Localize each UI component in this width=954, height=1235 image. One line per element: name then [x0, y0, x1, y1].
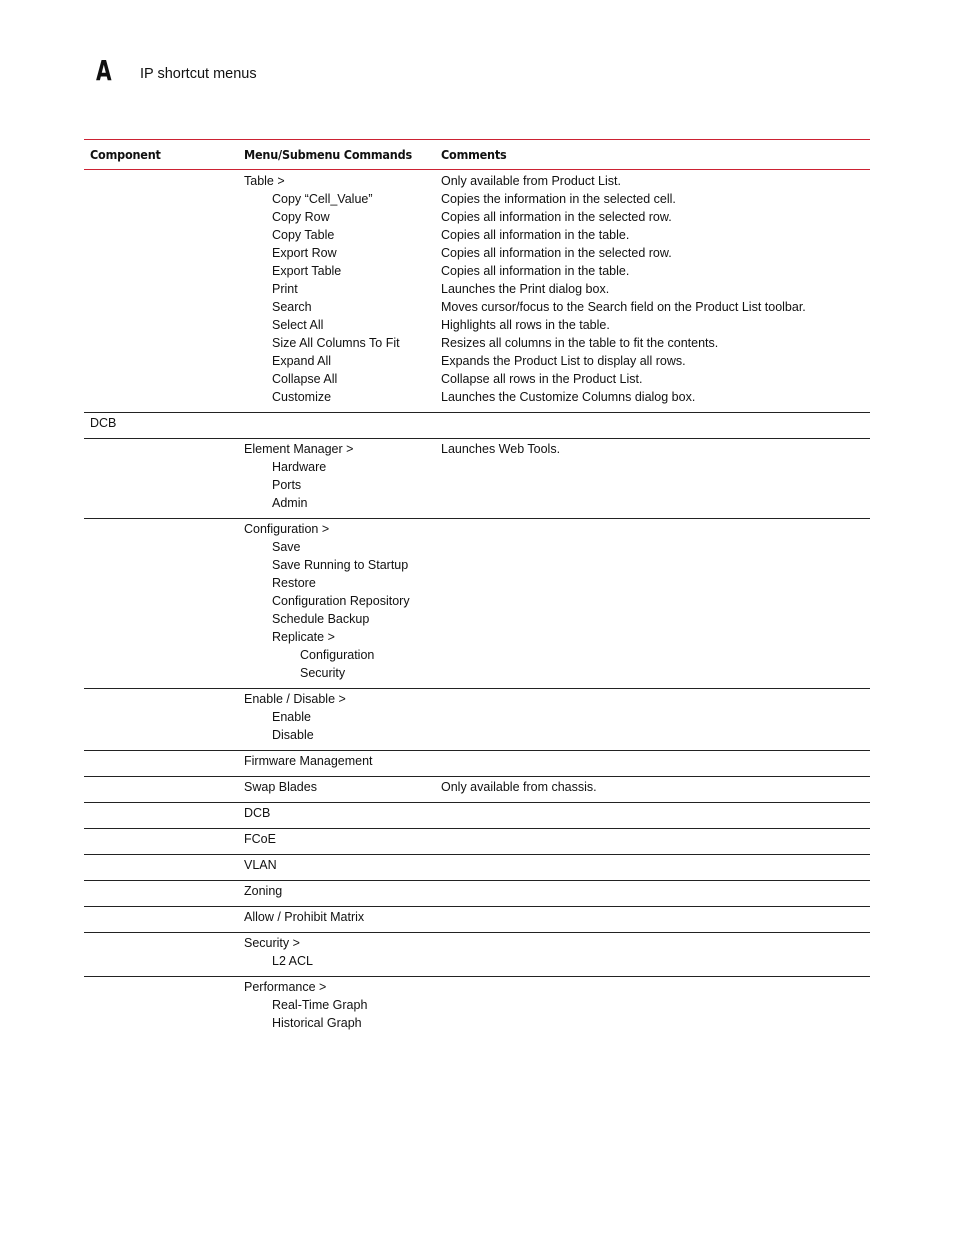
component-label [90, 520, 232, 538]
table-row [84, 803, 870, 829]
component-cell [84, 933, 238, 977]
commands-cell [238, 855, 435, 881]
comment-text: Only available from Product List. [441, 174, 621, 188]
table-row [84, 413, 870, 439]
comment-text: Copies all information in the selected row. [441, 246, 672, 260]
comment-text: Collapse all rows in the Product List. [441, 372, 643, 386]
submenu-command: Real-Time Graph [272, 998, 368, 1012]
column-header-commands: Menu/Submenu Commands [244, 146, 412, 162]
submenu-command: Restore [272, 576, 316, 590]
menu-command: DCB [244, 806, 271, 820]
comments-cell [435, 777, 870, 803]
submenu-command: Enable [272, 710, 311, 724]
component-label [90, 934, 232, 952]
comment-text: Launches Web Tools. [441, 442, 561, 456]
menu-command: Enable / Disable > [244, 692, 346, 706]
submenu-command: Print [272, 282, 298, 296]
comment-text: Copies the information in the selected cell. [441, 192, 676, 206]
commands-cell [238, 413, 435, 439]
component-label [90, 978, 232, 996]
component-cell [84, 977, 238, 1039]
comments-cell [435, 881, 870, 907]
component-cell [84, 777, 238, 803]
submenu-command: Admin [272, 496, 308, 510]
submenu-command: Expand All [272, 354, 332, 368]
component-label [90, 856, 232, 874]
comment-text: Resizes all columns in the table to fit the contents. [441, 336, 719, 350]
comments-cell [435, 413, 870, 439]
comment-text: Highlights all rows in the table. [441, 318, 610, 332]
component-cell [84, 413, 238, 439]
component-cell [84, 170, 238, 413]
shortcut-menu-table [84, 139, 870, 1038]
commands-cell [238, 829, 435, 855]
commands-cell [238, 777, 435, 803]
submenu-command: Select All [272, 318, 324, 332]
comments-cell [435, 803, 870, 829]
table-row [84, 881, 870, 907]
component-cell [84, 751, 238, 777]
menu-command: Table > [244, 174, 285, 188]
component-label [90, 804, 232, 822]
component-cell [84, 519, 238, 689]
component-cell [84, 439, 238, 519]
commands-cell [238, 170, 435, 413]
submenu-command: Security [300, 666, 346, 680]
commands-cell [238, 519, 435, 689]
component-label [90, 882, 232, 900]
commands-cell [238, 689, 435, 751]
component-label [90, 440, 232, 458]
comments-cell [435, 751, 870, 777]
table-row [84, 439, 870, 519]
submenu-command: Export Table [272, 264, 342, 278]
submenu-command: Schedule Backup [272, 612, 370, 626]
submenu-command: Customize [272, 390, 332, 404]
commands-cell [238, 751, 435, 777]
component-cell [84, 907, 238, 933]
menu-command: Zoning [244, 884, 283, 898]
comment-text: Expands the Product List to display all rows. [441, 354, 686, 368]
table-row [84, 751, 870, 777]
comments-cell [435, 977, 870, 1039]
menu-command: FCoE [244, 832, 276, 846]
table-row [84, 907, 870, 933]
component-label [90, 172, 232, 190]
comments-cell [435, 519, 870, 689]
table-row [84, 829, 870, 855]
comment-text: Copies all information in the selected row. [441, 210, 672, 224]
comments-cell [435, 829, 870, 855]
comments-cell [435, 439, 870, 519]
submenu-command: L2 ACL [272, 954, 314, 968]
comment-text: Copies all information in the table. [441, 228, 630, 242]
comments-cell [435, 933, 870, 977]
menu-command: Performance > [244, 980, 327, 994]
comment-text: Only available from chassis. [441, 780, 597, 794]
appendix-letter: A [96, 54, 112, 87]
submenu-command: Hardware [272, 460, 327, 474]
commands-cell [238, 933, 435, 977]
column-header-comments: Comments [441, 146, 507, 162]
submenu-command: Search [272, 300, 312, 314]
submenu-command: Export Row [272, 246, 337, 260]
table-header-row [84, 140, 870, 170]
submenu-command: Copy Row [272, 210, 330, 224]
submenu-command: Configuration Repository [272, 594, 410, 608]
component-cell [84, 689, 238, 751]
table-row [84, 977, 870, 1039]
comments-cell [435, 170, 870, 413]
comments-cell [435, 689, 870, 751]
submenu-command: Replicate > [272, 630, 335, 644]
submenu-command: Ports [272, 478, 302, 492]
component-cell [84, 803, 238, 829]
table-row [84, 170, 870, 413]
submenu-command: Disable [272, 728, 314, 742]
comment-text: Launches the Print dialog box. [441, 282, 610, 296]
menu-command: Configuration > [244, 522, 330, 536]
submenu-command: Copy “Cell_Value” [272, 192, 373, 206]
column-header-component: Component [90, 146, 161, 162]
submenu-command: Size All Columns To Fit [272, 336, 400, 350]
commands-cell [238, 803, 435, 829]
comments-cell [435, 855, 870, 881]
menu-command: Element Manager > [244, 442, 354, 456]
component-cell [84, 829, 238, 855]
submenu-command: Configuration [300, 648, 375, 662]
menu-command: Swap Blades [244, 780, 317, 794]
commands-cell [238, 881, 435, 907]
submenu-command: Historical Graph [272, 1016, 362, 1030]
component-cell [84, 881, 238, 907]
component-cell [84, 855, 238, 881]
comment-text: Copies all information in the table. [441, 264, 630, 278]
menu-command: Firmware Management [244, 754, 373, 768]
table-body [84, 170, 870, 1039]
table-row [84, 933, 870, 977]
menu-command: Allow / Prohibit Matrix [244, 910, 365, 924]
component-label [90, 690, 232, 708]
commands-cell [238, 977, 435, 1039]
submenu-command: Save Running to Startup [272, 558, 409, 572]
component-label: DCB [90, 416, 117, 430]
table-row [84, 855, 870, 881]
commands-cell [238, 439, 435, 519]
commands-cell [238, 907, 435, 933]
table-row [84, 519, 870, 689]
table-row [84, 689, 870, 751]
comment-text: Moves cursor/focus to the Search field on the Product List toolbar. [441, 300, 806, 314]
section-title: IP shortcut menus [140, 66, 257, 82]
submenu-command: Collapse All [272, 372, 338, 386]
comments-cell [435, 907, 870, 933]
component-label [90, 752, 232, 770]
menu-command: Security > [244, 936, 300, 950]
submenu-command: Save [272, 540, 301, 554]
component-label [90, 830, 232, 848]
menu-command: VLAN [244, 858, 277, 872]
component-label [90, 778, 232, 796]
comment-text: Launches the Customize Columns dialog box. [441, 390, 696, 404]
table-row [84, 777, 870, 803]
component-label [90, 908, 232, 926]
submenu-command: Copy Table [272, 228, 335, 242]
